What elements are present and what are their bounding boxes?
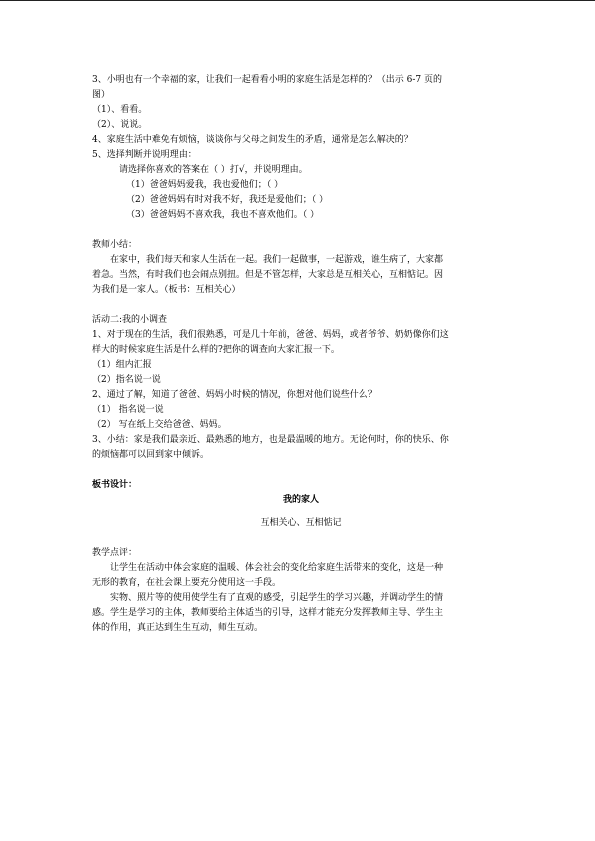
text-line: （1） 指名说一说 <box>92 405 164 415</box>
text-line: （2）指名说一说 <box>92 375 161 385</box>
text-line: 的烦恼都可以回到家中倾诉。 <box>92 450 210 460</box>
top-border-line <box>0 0 595 1</box>
text-line: 无形的教育，在社会课上要充分使用这一手段。 <box>92 578 282 588</box>
choice-instruction: 请选择你喜欢的答案在（ ）打√，并说明理由。 <box>119 165 308 175</box>
spacer <box>92 223 510 238</box>
text-line: 5、选择判断并说明理由： <box>92 150 197 160</box>
board-content: 互相关心、互相惦记 <box>260 518 342 528</box>
section-teacher-summary <box>92 238 510 298</box>
board-heading: 板书设计： <box>92 480 138 490</box>
text-line: （2） 写在纸上交给爸爸、妈妈。 <box>92 420 227 430</box>
text-line: 图） <box>92 90 111 100</box>
text-line: 让学生在活动中体会家庭的温暖、体会社会的变化给家庭生活带来的变化，这是一种 <box>110 563 444 573</box>
choice-option: （1）爸爸妈妈爱我，我也爱他们；（ ） <box>126 180 284 190</box>
document-page <box>92 73 510 636</box>
text-line: 2、通过了解，知道了爸爸、妈妈小时候的情况，你想对他们说些什么？ <box>92 390 377 400</box>
text-line: 4、家庭生活中难免有烦恼，谈谈你与父母之间发生的矛盾，通常是怎么解决的？ <box>92 135 413 145</box>
section-choice-options <box>92 163 510 223</box>
text-line: 着急。当然，有时我们也会闹点别扭。但是不管怎样，大家总是互相关心，互相惦记。因 <box>92 270 444 280</box>
board-title: 我的家人 <box>282 495 319 505</box>
spacer <box>92 508 510 516</box>
choice-option: （3）爸爸妈妈不喜欢我，我也不喜欢他们。（ ） <box>126 210 320 220</box>
text-line: 样大的时候家庭生活是什么样的?把你的调查向大家汇报一下。 <box>92 345 340 355</box>
spacer <box>92 298 510 313</box>
text-line: （2）、说说。 <box>92 120 148 130</box>
spacer <box>92 463 510 478</box>
section-title: 活动二:我的小调查 <box>92 315 168 325</box>
text-line: 3、小结：家是我们最亲近、最熟悉的地方，也是最温暖的地方。无论何时，你的快乐、你 <box>92 435 449 445</box>
text-line: 1、对于现在的生活，我们很熟悉，可是几十年前，爸爸、妈妈，或者爷爷、奶奶像你们这 <box>92 330 449 340</box>
text-line: 实物、照片等的使用使学生有了直观的感受，引起学生的学习兴趣，并调动学生的情 <box>110 593 444 603</box>
section-activity-one-questions <box>92 73 510 163</box>
text-line: 体的作用，真正达到生生互动，师生互动。 <box>92 623 264 633</box>
text-line: 为我们是一家人。（板书：互相关心） <box>92 285 241 295</box>
text-line: 感。学生是学习的主体，教师要给主体适当的引导，这样才能充分发挥教师主导、学生主 <box>92 608 444 618</box>
text-line: （1）组内汇报 <box>92 360 152 370</box>
section-title: 教师小结： <box>92 240 138 250</box>
text-line: 在家中，我们每天和家人生活在一起。我们一起做事，一起游戏，谁生病了，大家都 <box>110 255 444 265</box>
section-board-design <box>92 478 510 531</box>
spacer <box>92 531 510 546</box>
text-line: （1）、看看。 <box>92 105 148 115</box>
choice-option: （2）爸爸妈妈有时对我不好，我还是爱他们；（ ） <box>126 195 329 205</box>
section-teaching-review <box>92 546 510 636</box>
section-activity-two <box>92 313 510 463</box>
text-line: 3、小明也有一个幸福的家，让我们一起看看小明的家庭生活是怎样的？（出示 6-7 页的 <box>92 75 442 85</box>
section-title: 教学点评： <box>92 548 138 558</box>
